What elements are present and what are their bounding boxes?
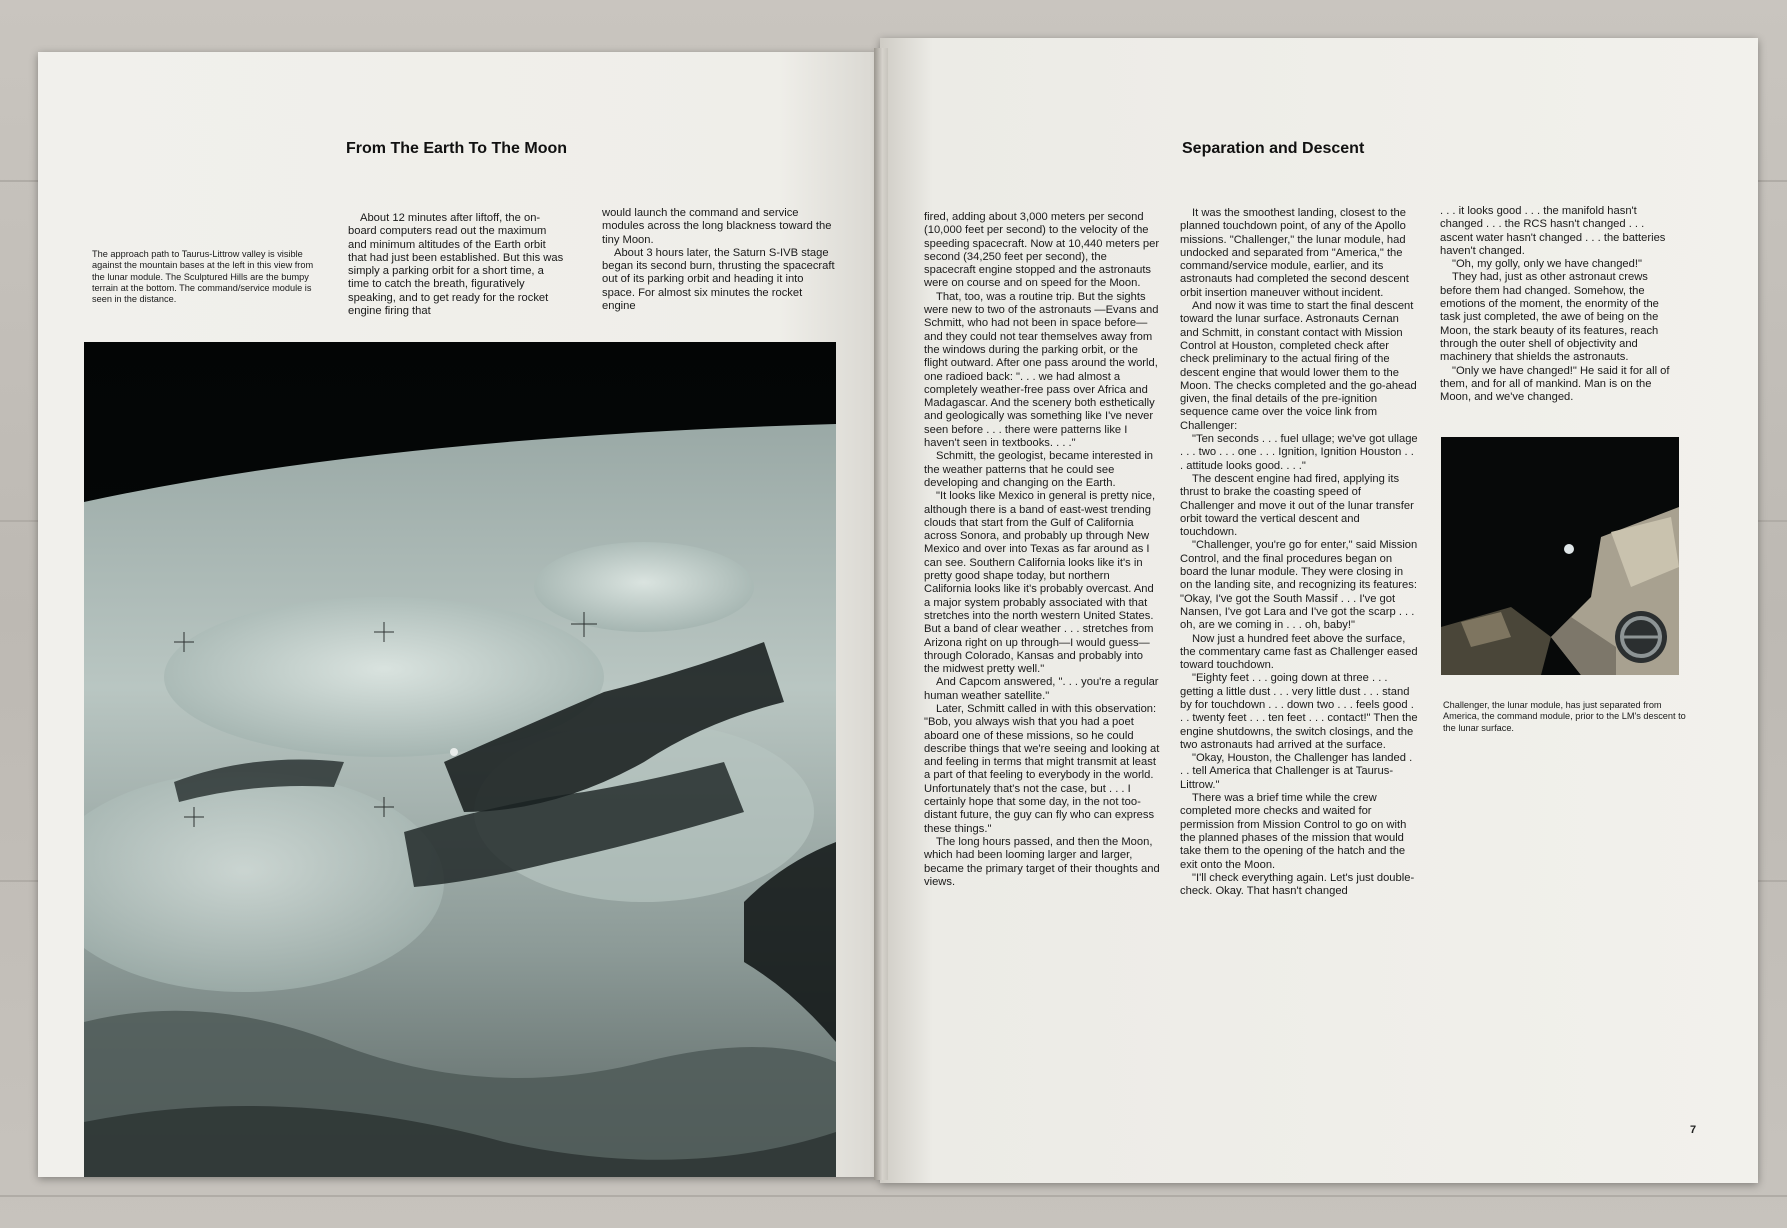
paragraph: "Eighty feet . . . going down at three . . . getting a little dust . . . very little dust . . . stand by for touchdown . . . down two . . . feels good . . . twenty feet . . . ten feet . . . contact!" Then the engine shutdowns, the switch closings, and the two astronauts had arrived at the surface. bbox=[1180, 672, 1418, 751]
paragraph: "I'll check everything again. Let's just double-check. Okay. That hasn't changed bbox=[1180, 871, 1415, 898]
paragraph: There was a brief time while the crew completed more checks and waited for permission from Mission Control to go on with the planned phases of the mission that would take them to the opening of the hatch and the exit onto the Moon. bbox=[1180, 792, 1407, 871]
paragraph: And Capcom answered, ". . . you're a regular human weather satellite." bbox=[924, 676, 1159, 702]
right-text-column-3 bbox=[1440, 205, 1678, 404]
page-number: 7 bbox=[1690, 1124, 1697, 1136]
paragraph: "It looks like Mexico in general is pretty nice, although there is a band of east-west trending clouds that start from the Gulf of California across Sonora, and probably up through New Mexico and over into Texas as far around as I can see. Southern California looks like it's in pretty good shape today, but northern California looks like it's probably overcast. And a major system probably associated with that stretches into the north western United States. But a band of clear weather . . . stretches from Arizona right on up through—I would guess—through Colorado, Kansas and probably into the midwest pretty well." bbox=[924, 490, 1156, 676]
paragraph: Now just a hundred feet above the surface, the commentary came fast as Challenger eased toward touchdown. bbox=[1180, 632, 1418, 672]
paragraph: About 3 hours later, the Saturn S-IVB stage began its second burn, thrusting the spacecraft out of its parking orbit and heading it into space. For almost six minutes the rocket engine bbox=[602, 246, 835, 313]
paragraph: The long hours passed, and then the Moon, which had been looming larger and larger, became the primary target of their thoughts and views. bbox=[924, 835, 1160, 888]
paragraph: They had, just as other astronaut crews before them had changed. Somehow, the emotions of the moment, the enormity of the task just completed, the awe of being on the Moon, the stark beauty of its features, reach through the outer shell of objectivity and machinery that shields the astronauts. bbox=[1440, 271, 1659, 364]
paragraph: "Okay, Houston, the Challenger has landed . . . tell America that Challenger is at Taurus-Littrow." bbox=[1180, 752, 1413, 791]
lm-photo-caption: Challenger, the lunar module, has just separated from America, the command module, prior to the LM's descent to the lunar surface. bbox=[1443, 700, 1686, 733]
paragraph: fired, adding about 3,000 meters per second (10,000 feet per second) to the velocity of the speeding spacecraft. Now at 10,440 meters per second (34,250 feet per second), the spacecraft engine stopped and the astronauts were on course and on speed for the Moon. bbox=[924, 211, 1160, 290]
paragraph: "Ten seconds . . . fuel ullage; we've got ullage . . . two . . . one . . . Ignition, Ignition Houston . . . attitude looks good. . . ." bbox=[1180, 433, 1418, 472]
paragraph: That, too, was a routine trip. But the sights were new to two of the astronauts —Evans and Schmitt, who had not been in space before—and they could not tear themselves away from the windows during the parking orbit, or the flight outward. After one pass around the world, one radioed back: ". . . we had almost a completely weather-free pass over Africa and Madagascar. And the scenery both esthetically and geologically was something like I've never seen before . . . there were patterns like I haven't seen in textbooks. . . ." bbox=[924, 290, 1159, 450]
right-text-column-1 bbox=[924, 211, 1160, 889]
left-page-heading: From The Earth To The Moon bbox=[346, 140, 568, 157]
lunar-module-photo bbox=[1441, 437, 1679, 675]
left-text-column-1 bbox=[348, 212, 566, 318]
left-text-column-2 bbox=[602, 207, 835, 313]
paragraph: would launch the command and service modules across the long blackness toward the tiny Moon. bbox=[602, 207, 832, 246]
paragraph: The descent engine had fired, applying its thrust to brake the coasting speed of Challenger and move it out of the lunar transfer orbit toward the vertical descent and touchdown. bbox=[1180, 472, 1414, 539]
paragraph: "Oh, my golly, only we have changed!" bbox=[1452, 258, 1642, 271]
paragraph: "Challenger, you're go for enter," said Mission Control, and the final procedures began on board the lunar module. They were closing in on the landing site, and recognizing its features: "Okay, I've got the South Massif . . . I've got Nansen, I've got Lara and I've got the scarp . . . oh, are we coming in . . . oh, baby!" bbox=[1180, 539, 1418, 632]
table-plank bbox=[0, 1195, 1787, 1197]
paragraph: "Only we have changed!" He said it for all of them, and for all of mankind. Man is on the Moon, and we've changed. bbox=[1440, 364, 1670, 404]
paragraph: It was the smoothest landing, closest to the planned touchdown point, of any of the Apollo missions. "Challenger," the lunar module, had undocked and separated from "America," the command/service module, earlier, and its astronauts had completed the second descent orbit insertion maneuver without incident. bbox=[1180, 207, 1409, 299]
lunar-valley-photo bbox=[84, 342, 836, 1177]
right-page-heading: Separation and Descent bbox=[1182, 140, 1365, 157]
paragraph: And now it was time to start the final descent toward the lunar surface. Astronauts Cernan and Schmitt, in constant contact with Mission Control at Houston, completed check after check preliminary to the actual firing of the descent engine that would lower them to the Moon. The checks completed and the go-ahead given, the final details of the pre-ignition sequence came over the voice link from Challenger: bbox=[1180, 300, 1417, 432]
paragraph: About 12 minutes after liftoff, the on-board computers read out the maximum and minimum altitudes of the Earth orbit that had just been established. But this was simply a parking orbit for a short time, a time to catch the breath, figuratively speaking, and to get ready for the rocket engine firing that bbox=[348, 212, 564, 318]
paragraph: Later, Schmitt called in with this observation: "Bob, you always wish that you had a poet aboard one of these missions, so he could describe things that we're seeing and looking at and feeling in terms that might transmit at least a part of that feeling to everybody in the world. Unfortunately that's not the case, but . . . I certainly hope that some day, in the not too-distant future, the guy can fly who can express these things." bbox=[924, 702, 1160, 835]
moon-photo-caption: The approach path to Taurus-Littrow valley is visible against the mountain bases at the left in this view from the lunar module. The Sculptured Hills are the bumpy terrain at the bottom. The command/service module is seen in the distance. bbox=[92, 249, 314, 305]
book-gutter bbox=[874, 48, 888, 1180]
paragraph: Schmitt, the geologist, became interested in the weather patterns that he could see developing and changing on the Earth. bbox=[924, 450, 1154, 489]
right-text-column-2 bbox=[1180, 207, 1418, 898]
paragraph: . . . it looks good . . . the manifold hasn't changed . . . the RCS hasn't changed . . . ascent water hasn't changed . . . the batteries haven't changed. bbox=[1440, 205, 1666, 257]
